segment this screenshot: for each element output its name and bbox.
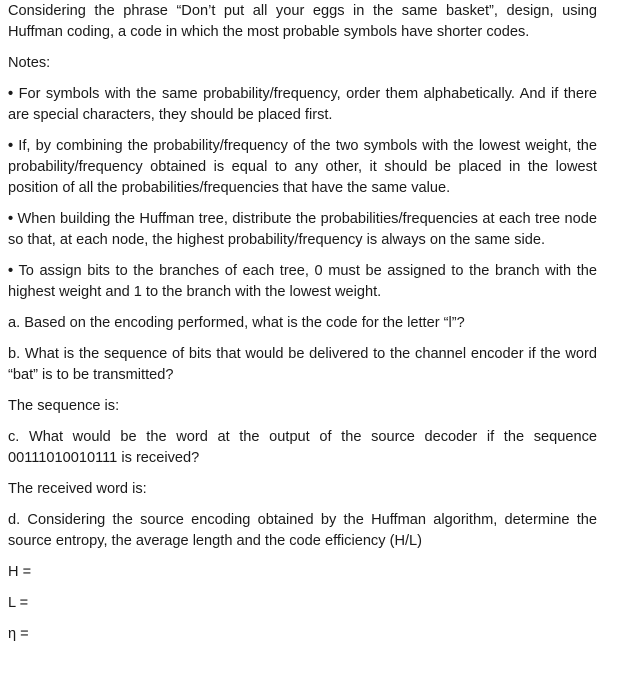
note-item bbox=[8, 209, 597, 251]
answer-b-label: The sequence is: bbox=[8, 398, 120, 414]
intro-paragraph: Considering the phrase “Don’t put all your eggs in the same basket”, design, using Huffman coding, a code in which the most probable symbols have shorter codes. bbox=[8, 3, 597, 40]
answer-c-label: The received word is: bbox=[8, 481, 147, 497]
question-a: a. Based on the encoding performed, what is the code for the letter “l”? bbox=[8, 315, 465, 331]
note-item bbox=[8, 136, 597, 199]
question-b: b. What is the sequence of bits that would be delivered to the channel encoder if the word “bat” is to be transmitted? bbox=[8, 346, 597, 383]
bullet: • bbox=[8, 211, 14, 227]
answer-efficiency: η = bbox=[8, 626, 29, 642]
bullet: • bbox=[8, 263, 14, 279]
note-text: For symbols with the same probability/frequency, order them alphabetically. And if there are special characters, they should be placed first. bbox=[8, 86, 597, 123]
bullet: • bbox=[8, 86, 14, 102]
note-item bbox=[8, 261, 597, 303]
note-text: If, by combining the probability/frequency of the two symbols with the lowest weight, the probability/frequency obtained is equal to any other, it should be placed in the lowest position of all the probabilities/frequencies that have the same value. bbox=[8, 138, 597, 196]
answer-average-length: L = bbox=[8, 595, 29, 611]
note-item bbox=[8, 84, 597, 126]
answer-entropy: H = bbox=[8, 564, 32, 580]
notes-heading: Notes: bbox=[8, 55, 51, 71]
bullet: • bbox=[8, 138, 14, 154]
note-text: To assign bits to the branches of each tree, 0 must be assigned to the branch with the highest weight and 1 to the branch with the lowest weight. bbox=[8, 263, 597, 300]
question-d: d. Considering the source encoding obtained by the Huffman algorithm, determine the source entropy, the average length and the code efficiency (H/L) bbox=[8, 512, 597, 549]
question-c: c. What would be the word at the output of the source decoder if the sequence 00111010010111 is received? bbox=[8, 429, 597, 466]
note-text: When building the Huffman tree, distribute the probabilities/frequencies at each tree node so that, at each node, the highest probability/frequency is always on the same side. bbox=[8, 211, 597, 248]
